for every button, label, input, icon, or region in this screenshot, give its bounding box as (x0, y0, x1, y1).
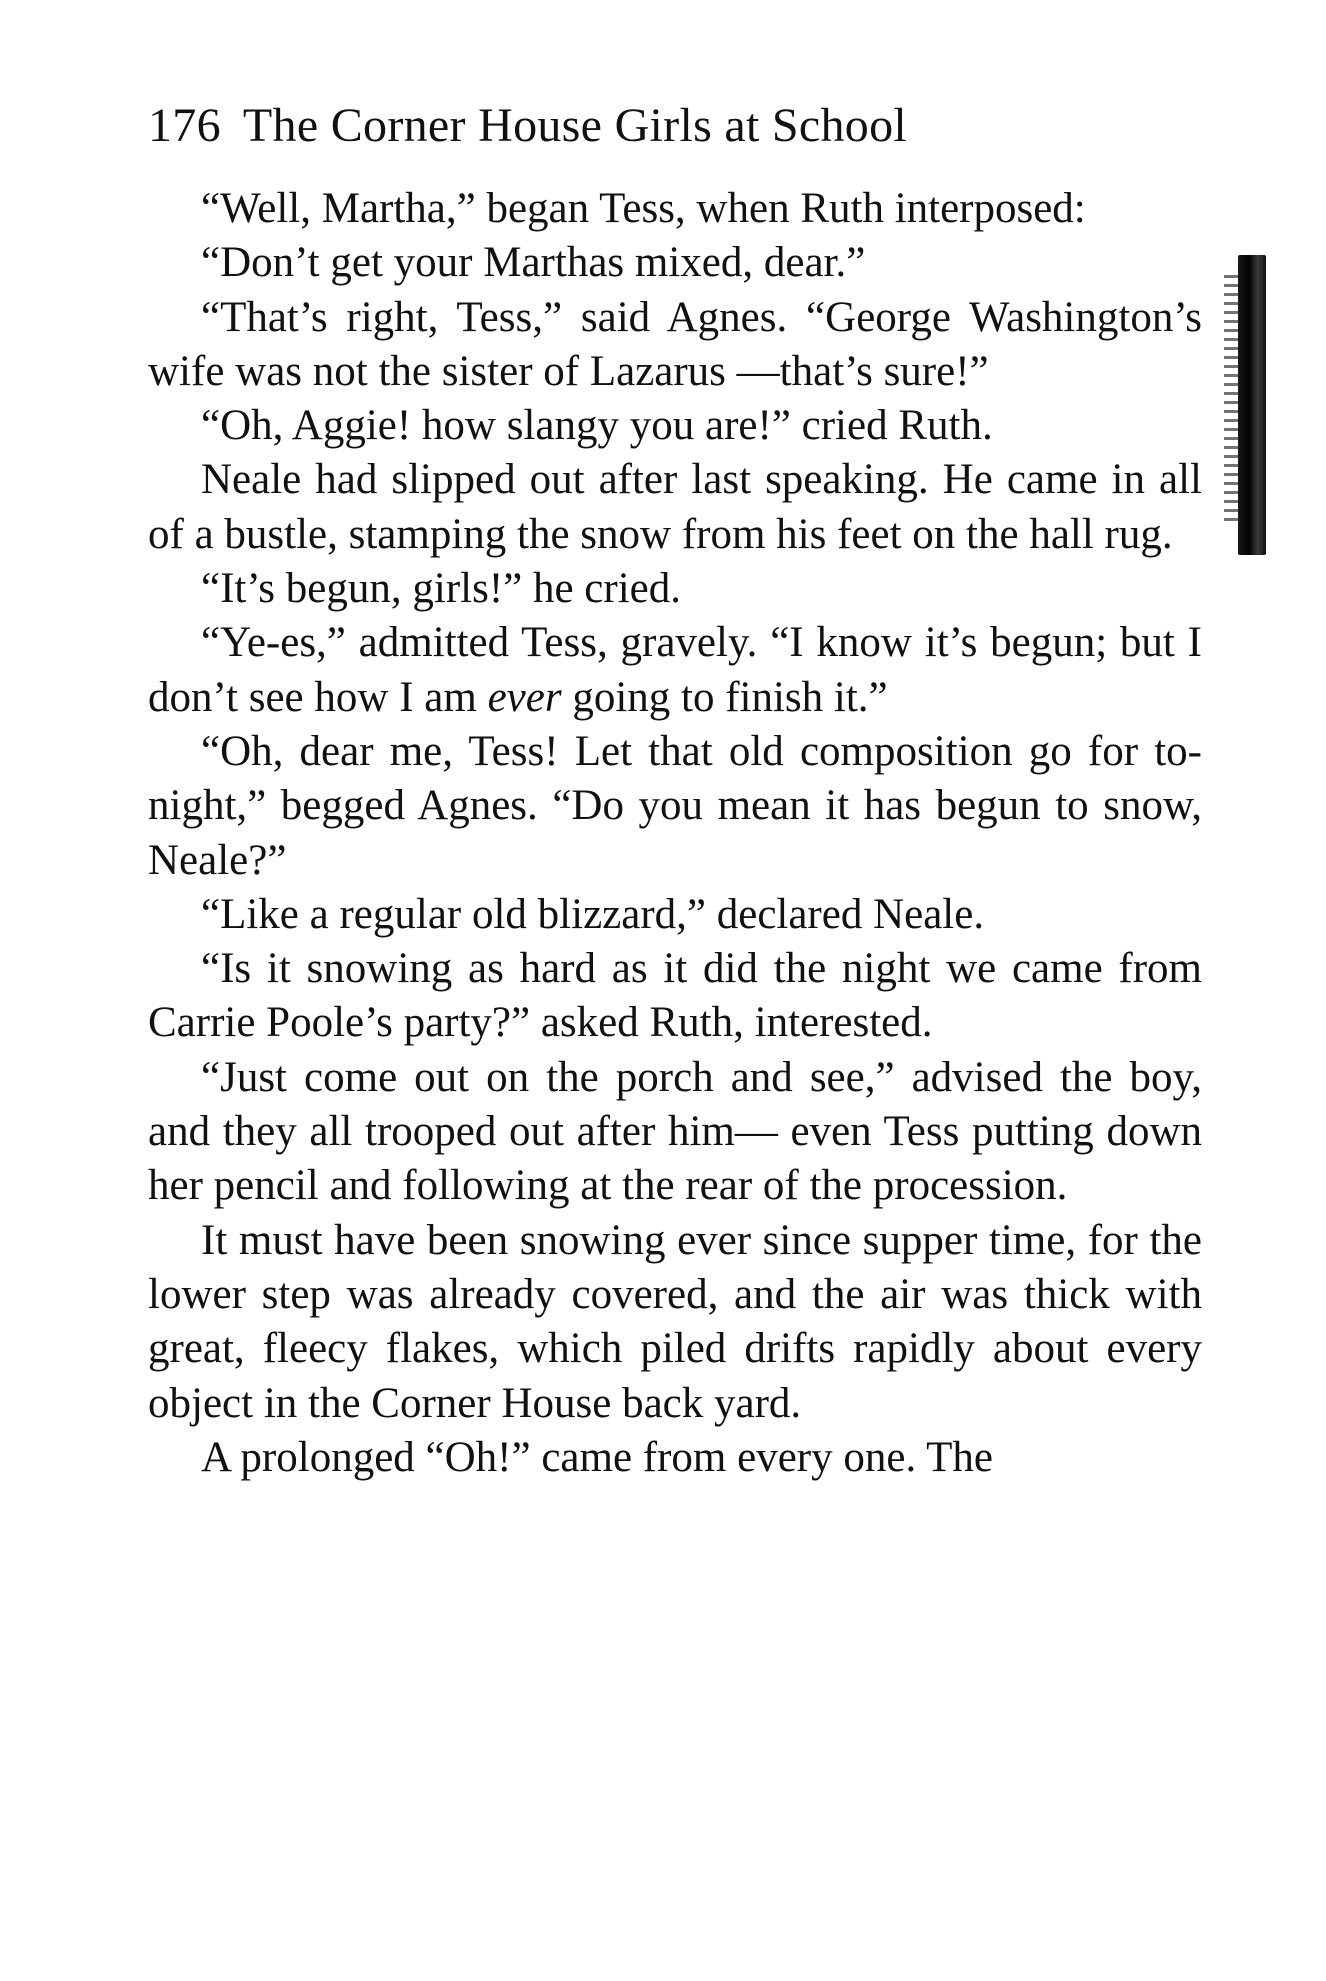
paragraph: “Well, Martha,” began Tess, when Ruth interposed: (201, 185, 1086, 232)
paragraph: “It’s begun, girls!” he cried. (201, 565, 681, 613)
paragraph: “Oh, Aggie! how slangy you are!” cried Ruth. (201, 402, 993, 450)
paragraph: “Oh, dear me, Tess! Let that old composition go for to-night,” begged Agnes. “Do you mean it has begun to snow, Neale?” (148, 727, 1202, 884)
paragraph-with-emphasis (148, 616, 1202, 725)
paragraph-last: A prolonged “Oh!” came from every one. The (201, 1433, 994, 1481)
running-header (148, 98, 1208, 154)
page-number: 176 (148, 99, 221, 152)
paragraph: It must have been snowing ever since supper time, for the lower step was already covered, and the air was thick with great, fleecy flakes, which piled drifts rapidly about every object in the Corner House back yard. (148, 1216, 1202, 1427)
paragraph: “That’s right, Tess,” said Agnes. “George Washington’s wife was not the sister of Lazarus —that’s sure!” (148, 293, 1202, 395)
paragraph: “Like a regular old blizzard,” declared Neale. (201, 890, 985, 938)
paragraph-text-after: going to finish it.” (561, 673, 888, 721)
emphasized-word: ever (487, 673, 562, 721)
binding-edge-mark (1238, 255, 1266, 555)
paragraph: “Just come out on the porch and see,” advised the boy, and they all trooped out after him— even Tess putting down her pencil and following at the rear of the procession. (148, 1053, 1202, 1210)
running-title: The Corner House Girls at School (242, 99, 908, 152)
paragraph: “Is it snowing as hard as it did the night we came from Carrie Poole’s party?” asked Ruth, interested. (148, 945, 1202, 1047)
paragraph: Neale had slipped out after last speaking. He came in all of a bustle, stamping the snow from his feet on the hall rug. (148, 456, 1202, 558)
paragraph: “Don’t get your Marthas mixed, dear.” (201, 239, 866, 287)
body-text (148, 182, 1202, 1485)
paragraph-text-before: “Ye-es,” admitted Tess, gravely. “I know it’s begun; but I don’t see how I am (148, 619, 1202, 721)
